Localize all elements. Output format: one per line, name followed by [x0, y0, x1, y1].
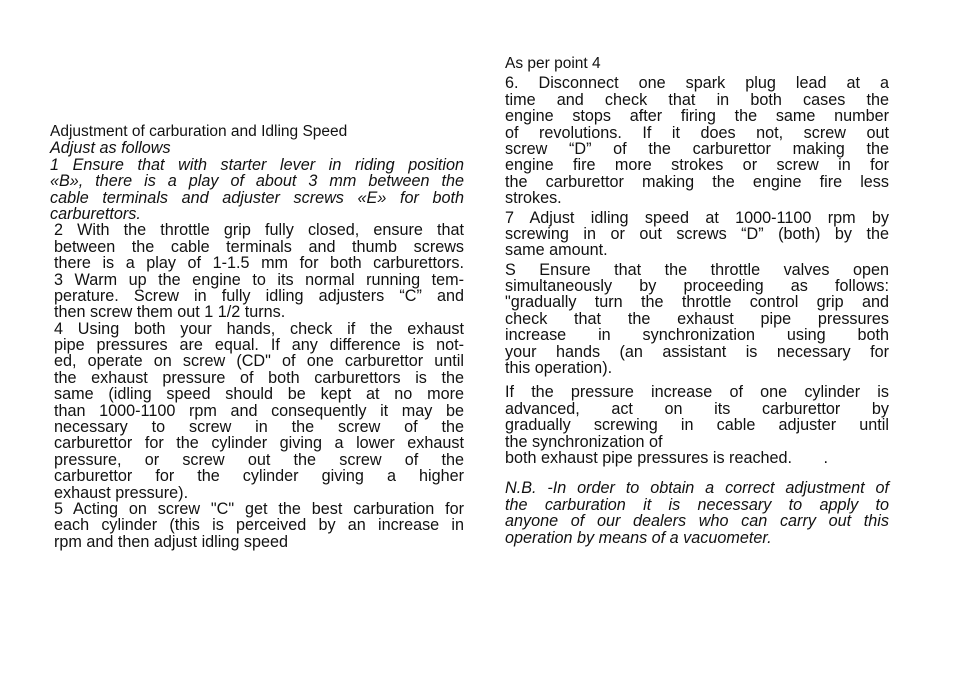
text-line: 6. Disconnect one spark plug lead at a: [505, 74, 889, 93]
text-line: check that the exhaust pipe pressures: [505, 309, 889, 328]
text-line: increase in synchronization using both: [505, 326, 889, 345]
text-line: engine fire more strokes or screw in for: [505, 156, 889, 175]
text-line: 7 Adjust idling speed at 1000-1100 rpm by: [505, 208, 889, 227]
text-line: 5 Acting on screw "C" get the best carburation for: [54, 499, 464, 518]
text-line: pipe pressures are equal. If any difference is not-: [54, 336, 464, 355]
text-line: "gradually turn the throttle control grip and: [505, 293, 889, 312]
text-line: time and check that in both cases the: [505, 90, 889, 109]
text-line: 4 Using both your hands, check if the exhaust: [54, 319, 464, 338]
text-line: simultaneously by proceeding as follows:: [505, 277, 889, 296]
text-line: exhaust pressure).: [54, 483, 189, 502]
text-line: same (idling speed should be kept at no more: [54, 385, 464, 404]
text-line: ed, operate on screw (CD" of one carburettor until: [54, 352, 464, 371]
text-line: engine stops after firing the same number: [505, 107, 889, 126]
text-line: cable terminals and adjuster screws «E» for both: [50, 188, 464, 207]
note-line: operation by means of a vacuometer.: [505, 528, 772, 547]
text-line: your hands (an assistant is necessary for: [505, 342, 889, 361]
section-title: Adjustment of carburation and Idling Speed: [50, 123, 348, 140]
text-line: S Ensure that the throttle valves open: [505, 260, 889, 279]
text-line: then screw them out 1 1/2 turns.: [54, 303, 286, 322]
text-line: between the cable terminals and thumb screws: [54, 237, 464, 256]
text-line: carburettor for the cylinder giving a lower exhaust: [54, 434, 464, 453]
page-header: As per point 4: [505, 55, 601, 72]
text-line: same amount.: [505, 241, 608, 260]
text-line: 1 Ensure that with starter lever in riding position: [50, 155, 464, 174]
text-line: «B», there is a play of about 3 mm between the: [50, 172, 464, 191]
text-line: there is a play of 1-1.5 mm for both carburettors.: [54, 254, 464, 273]
note-line: the carburation it is necessary to apply to: [505, 495, 889, 514]
text-line: the synchronization of: [505, 432, 663, 451]
text-line: of revolutions. If it does not, screw out: [505, 123, 889, 142]
note-line: anyone of our dealers who can carry out this: [505, 512, 889, 531]
text-line: necessary to screw in the screw of the: [54, 418, 464, 437]
text-line: rpm and then adjust idling speed: [54, 532, 288, 551]
text-line: carburettors.: [50, 204, 141, 223]
left-column: [50, 124, 464, 550]
text-line: this operation).: [505, 359, 613, 378]
text-line: the exhaust pressure of both carburettors is the: [54, 368, 464, 387]
text-line: screwing in or out screws “D” (both) by the: [505, 224, 889, 243]
right-column: [505, 56, 889, 546]
text-line: strokes.: [505, 189, 562, 208]
text-line: gradually screwing in cable adjuster until: [505, 416, 889, 435]
text-line: 3 Warm up the engine to its normal running tem-: [54, 270, 464, 289]
text-line: pressure, or screw out the screw of the: [54, 450, 464, 469]
text-line: than 1000-1100 rpm and consequently it may be: [54, 401, 464, 420]
text-line: advanced, act on its carburettor by: [505, 399, 889, 418]
note-line: N.B. -In order to obtain a correct adjustment of: [505, 479, 889, 498]
text-line: screw “D” of the carburettor making the: [505, 139, 889, 158]
text-line: 2 With the throttle grip fully closed, ensure that: [54, 221, 464, 240]
text-line: each cylinder (this is perceived by an increase in: [54, 516, 464, 535]
text-line: Adjust as follows: [50, 139, 171, 158]
text-line: perature. Screw in fully idling adjusters “C” and: [54, 286, 464, 305]
text-line: the carburettor making the engine fire less: [505, 172, 889, 191]
text-line: both exhaust pipe pressures is reached. .: [505, 448, 829, 467]
text-line: If the pressure increase of one cylinder is: [505, 383, 889, 402]
text-line: carburettor for the cylinder giving a higher: [54, 467, 464, 486]
